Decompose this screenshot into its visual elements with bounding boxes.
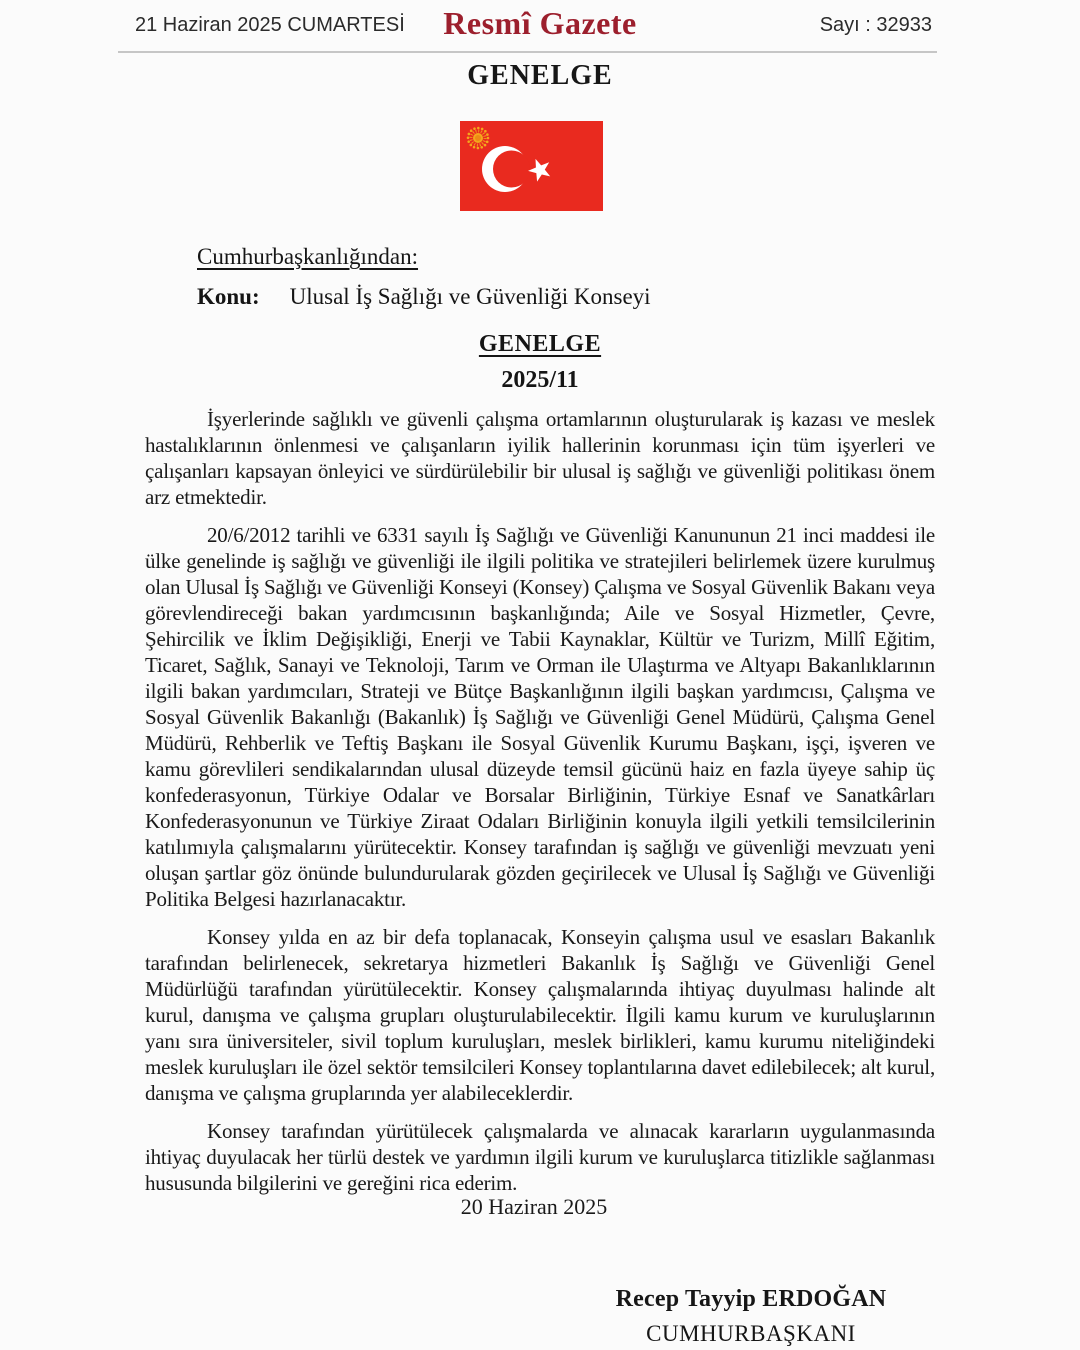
crescent-inner: [493, 151, 530, 188]
presidential-flag-image: [460, 121, 603, 211]
paragraph-4: Konsey tarafından yürütülecek çalışmalarda ve alınacak kararların uygulanmasında ihtiyaç duyulacak her türlü destek ve yardımın ilgili kurum ve kuruluşlarca titizlikle sağlanması hususunda bilgilerini ve gereğini rica ederim.: [145, 1119, 935, 1195]
subject-value: Ulusal İş Sağlığı ve Güvenliği Konseyi: [289, 284, 651, 309]
document-number: 2025/11: [501, 367, 579, 393]
section-title: GENELGE: [467, 60, 613, 91]
header-issue-number: Sayı : 32933: [819, 14, 932, 36]
subject-label: Konu:: [197, 284, 260, 309]
document-body: [145, 406, 935, 1208]
document-title: GENELGE: [478, 331, 602, 357]
subject-line: [197, 284, 651, 310]
header-date: 21 Haziran 2025 CUMARTESİ: [135, 14, 405, 36]
paragraph-3: Konsey yılda en az bir defa toplanacak, Konseyin çalışma usul ve esasları Bakanlık tarafından belirlenecek, sekretarya hizmetleri Bakanlık İş Sağlığı ve Güvenliği Genel Müdürlüğü tarafından yürütülecektir. Konsey çalışmalarında ihtiyaç duyulması halinde alt kurul, danışma ve çalışma grupları oluşturulabilecektir. İlgili kamu kurum ve kuruluşlarının yanı sıra üniversiteler, sivil toplum kuruluşları, meslek birlikleri, kamu kurumu niteliğindeki meslek kuruluşları ile özel sektör temsilcileri Konsey toplantılarına davet edilebilecek; alt kurul, danışma ve çalışma gruplarında yer alabileceklerdir.: [145, 925, 935, 1105]
paragraph-1: İşyerlerinde sağlıklı ve güvenli çalışma ortamlarının oluşturularak iş kazası ve meslek hastalıklarının önlenmesi ve çalışanların iyilik hallerinin korunması için tüm işyerleri ve çalışanları kapsayan önleyici ve sürdürülebilir bir ulusal iş sağlığı ve güvenliği politikası önem arz etmektedir.: [145, 407, 935, 509]
turkish-flag-icon: [460, 121, 603, 211]
paragraph-2: 20/6/2012 tarihli ve 6331 sayılı İş Sağlığı ve Güvenliği Kanununun 21 inci maddesi ile ülke genelinde iş sağlığı ve güvenliği ile ilgili politika ve stratejileri belirlemek üzere kurulmuş olan Ulusal İş Sağlığı ve Güvenliği Konseyi (Konsey) Çalışma ve Sosyal Güvenlik Bakanı veya görevlendireceği bakan yardımcısının başkanlığında; Aile ve Sosyal Hizmetler, Çevre, Şehircilik ve İklim Değişikliği, Enerji ve Tabii Kaynaklar, Kültür ve Turizm, Millî Eğitim, Ticaret, Sağlık, Sanayi ve Teknoloji, Tarım ve Orman ile Ulaştırma ve Altyapı Bakanlıklarının ilgili bakan yardımcıları, Strateji ve Bütçe Başkanlığının ilgili başkan yardımcısı, Çalışma ve Sosyal Güvenlik Bakanlığı (Bakanlık) İş Sağlığı ve Güvenliği Genel Müdürü, Çalışma Genel Müdürü, Rehberlik ve Teftiş Başkanı ile Sosyal Güvenlik Kurumu Başkanı, işçi, işveren ve kamu görevlileri sendikalarından ulusal düzeyde temsil gücünü haiz en fazla üyeye sahip üç konfederasyonun, Türkiye Odalar ve Borsalar Birliğinin, Türkiye Esnaf ve Sanatkârları Konfederasyonunun ve Türkiye Ziraat Odaları Birliğinin konuyla ilgili yetkili temsilcilerinin katılımıyla çalışmalarını yürütecektir. Konsey tarafından iş sağlığı ve güvenliği mevzuatı yeni oluşan şartlar göz önünde bulundurularak gözden geçirilecek ve Ulusal İş Sağlığı ve Güvenliği Politika Belgesi hazırlanacaktır.: [145, 523, 935, 911]
signatory-name: Recep Tayyip ERDOĞAN: [615, 1286, 887, 1312]
issue-date: [0, 1194, 1080, 1220]
signature-block: [556, 1286, 946, 1347]
issuing-authority: Cumhurbaşkanlığından:: [197, 244, 419, 269]
header-divider: [118, 51, 937, 53]
issue-date-text: 20 Haziran 2025: [460, 1194, 608, 1219]
gazette-title: Resmî Gazete: [443, 5, 637, 41]
signatory-title: CUMHURBAŞKANI: [646, 1321, 856, 1346]
